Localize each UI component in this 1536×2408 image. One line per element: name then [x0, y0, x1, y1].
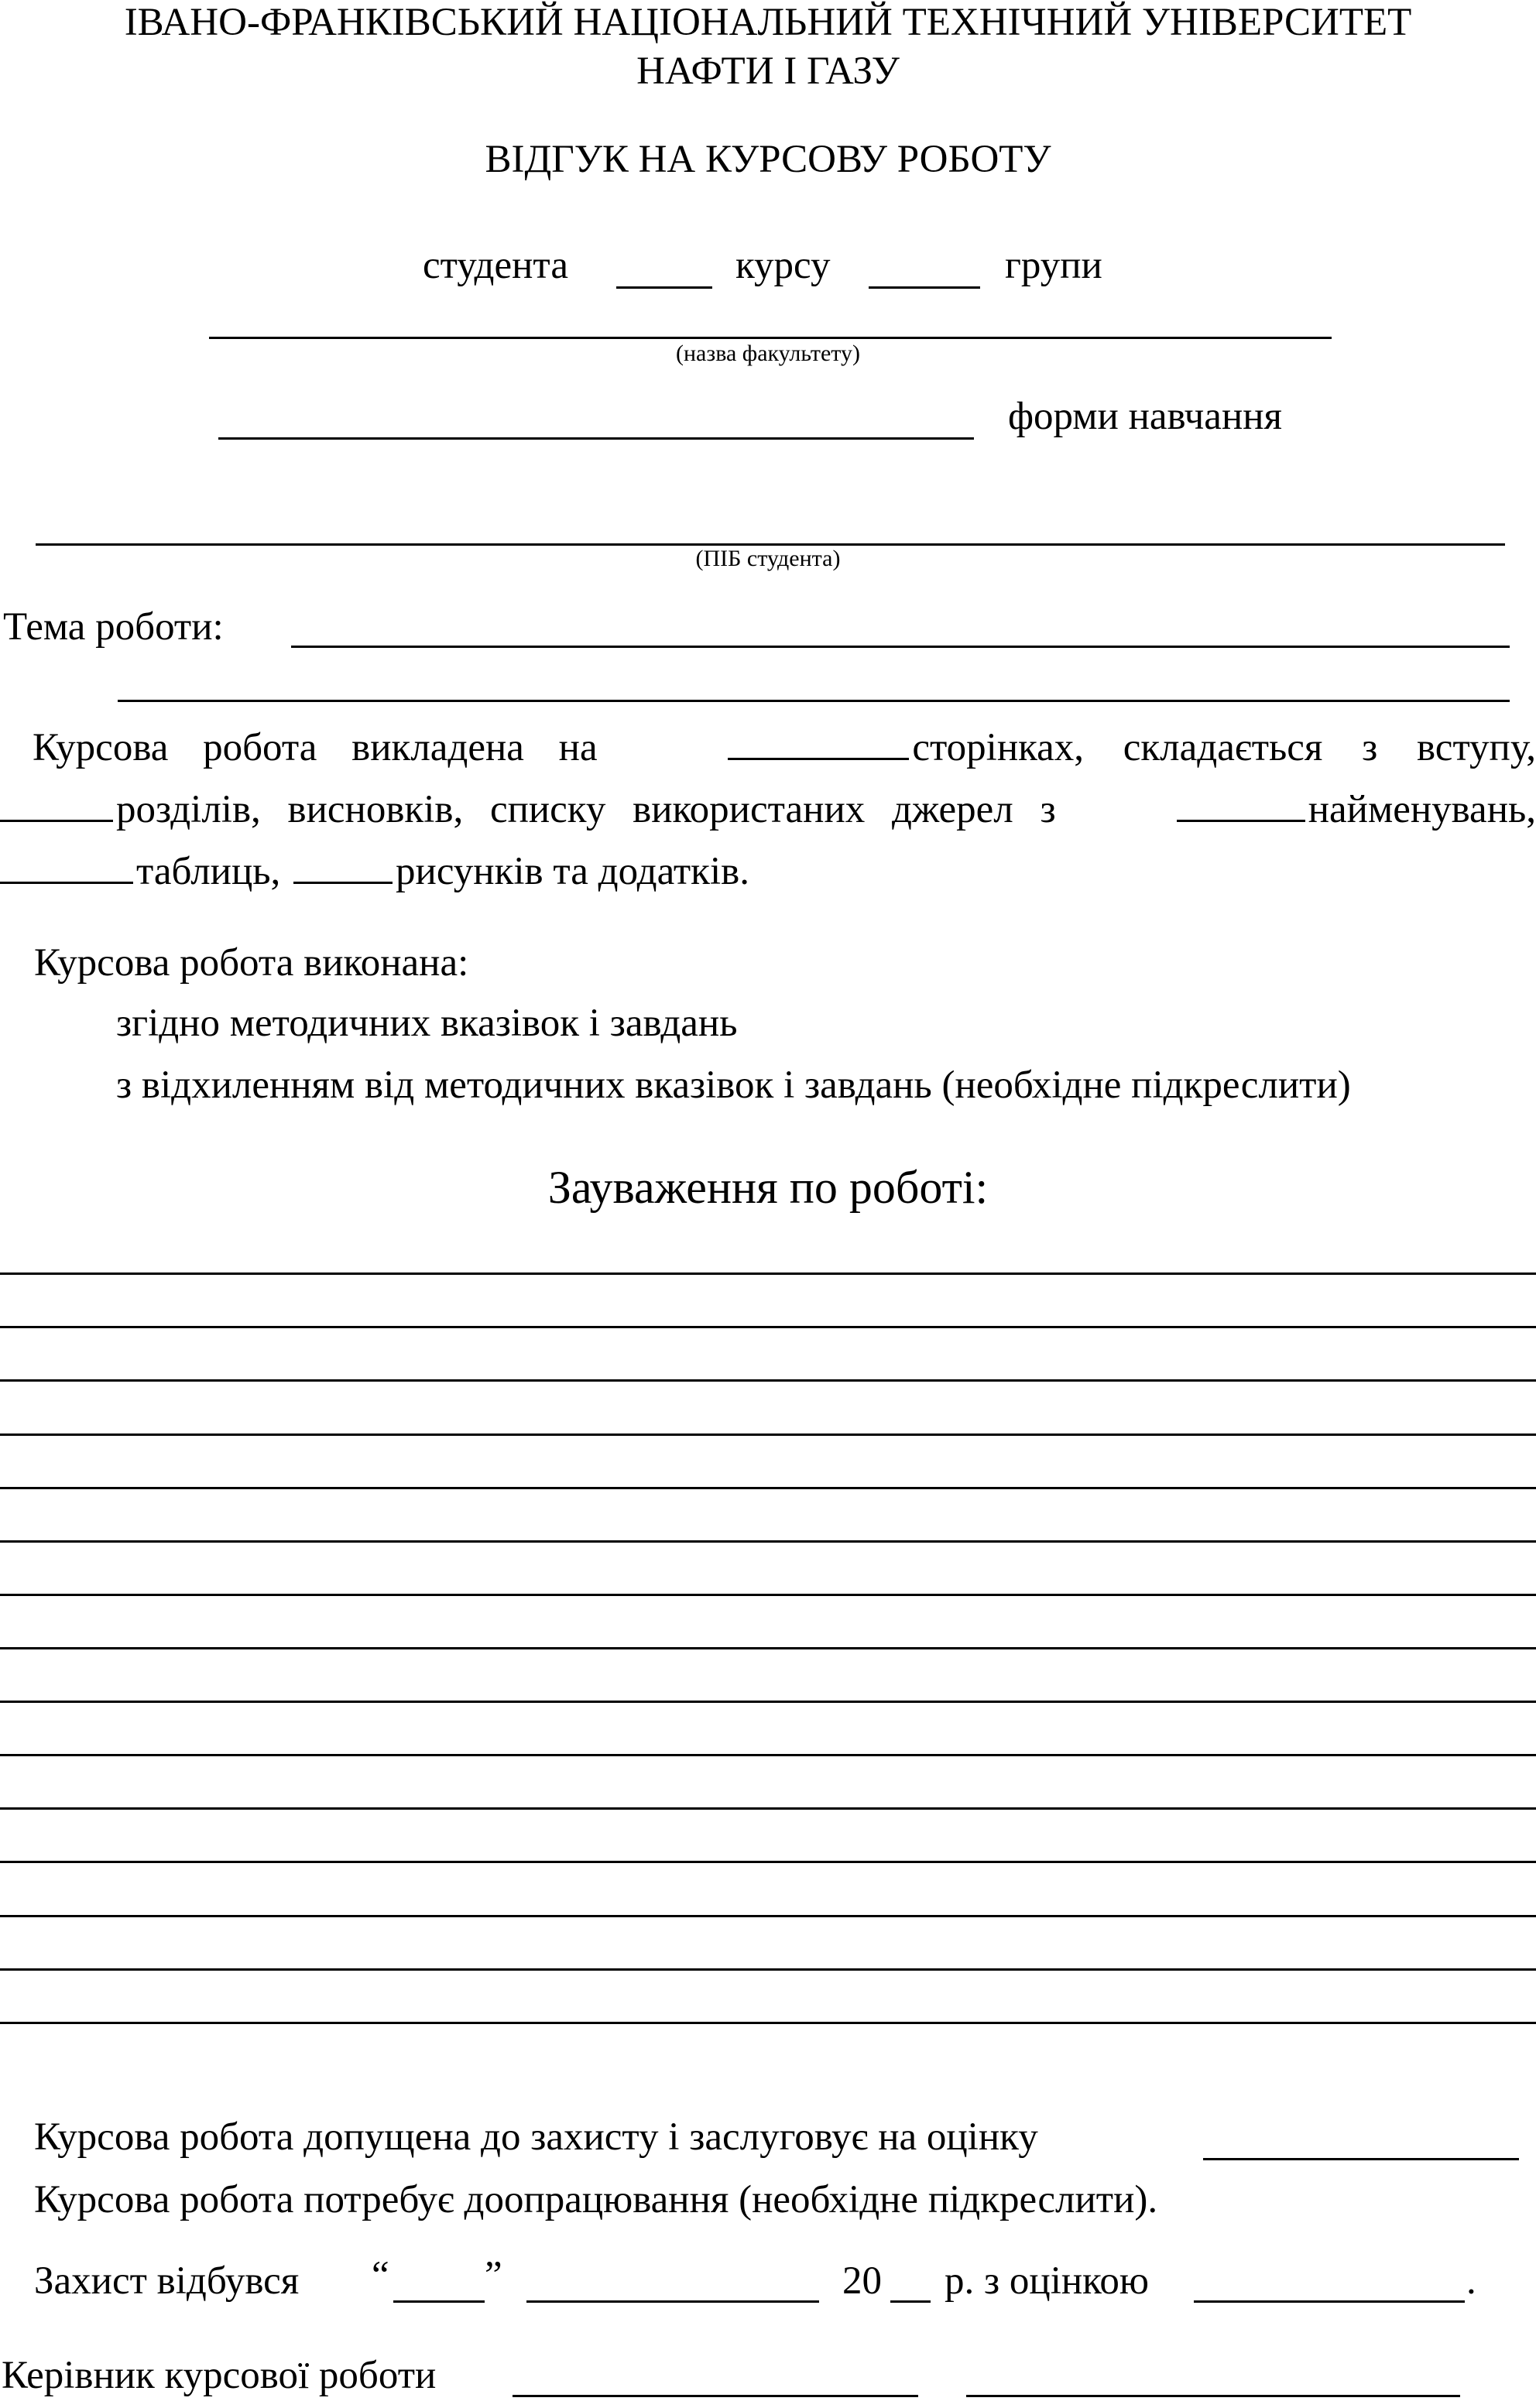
study-form-label: форми навчання: [1008, 395, 1282, 438]
remarks-line[interactable]: [0, 2022, 1536, 2024]
topic-blank-line1[interactable]: [291, 646, 1510, 648]
supervisor-name-blank[interactable]: [966, 2395, 1460, 2397]
faculty-caption: (назва факультету): [675, 341, 861, 366]
grade-blank[interactable]: [1203, 2158, 1519, 2160]
remarks-line[interactable]: [0, 1915, 1536, 1917]
remarks-line[interactable]: [0, 1326, 1536, 1328]
defense-year-blank[interactable]: [890, 2300, 931, 2303]
tables-count-blank[interactable]: [0, 846, 133, 884]
volume-line3-tables: таблиць,: [136, 850, 281, 893]
student-name-caption: (ПІБ студента): [695, 546, 841, 571]
defense-label: Захист відбувся: [34, 2259, 300, 2303]
course-number-blank[interactable]: [616, 286, 712, 289]
volume-line2-end: найменувань,: [1308, 788, 1536, 831]
execution-heading: Курсова робота виконана:: [34, 941, 469, 985]
sections-count-blank[interactable]: [0, 784, 113, 822]
figures-count-blank[interactable]: [293, 846, 393, 884]
pages-count-blank[interactable]: [728, 722, 909, 760]
group-label: групи: [1005, 244, 1102, 287]
remarks-title: Зауваження по роботі:: [547, 1162, 989, 1213]
open-quote: “: [372, 2254, 389, 2297]
document-title: ВІДГУК НА КУРСОВУ РОБОТУ: [485, 138, 1051, 181]
volume-line2-start: розділів, висновків, списку використаних джерел з: [116, 788, 1056, 831]
university-name-line2: НАФТИ І ГАЗУ: [636, 50, 900, 93]
volume-line-3: [0, 846, 749, 892]
volume-line-1: [33, 722, 1536, 768]
remarks-line[interactable]: [0, 1540, 1536, 1543]
remarks-line[interactable]: [0, 1433, 1536, 1436]
defense-month-blank[interactable]: [526, 2300, 819, 2303]
topic-blank-line2[interactable]: [118, 700, 1510, 702]
remarks-line[interactable]: [0, 1487, 1536, 1489]
volume-line3-end: рисунків та додатків.: [396, 850, 749, 893]
remarks-line[interactable]: [0, 1754, 1536, 1756]
group-number-blank[interactable]: [869, 286, 980, 289]
student-label: студента: [423, 244, 568, 287]
course-label: курсу: [735, 244, 831, 287]
topic-label: Тема роботи:: [3, 605, 224, 649]
defense-grade-label: р. з оцінкою: [945, 2259, 1149, 2303]
study-form-blank[interactable]: [218, 437, 974, 440]
remarks-line[interactable]: [0, 1701, 1536, 1703]
remarks-line[interactable]: [0, 1379, 1536, 1382]
defense-grade-blank[interactable]: [1194, 2300, 1465, 2303]
faculty-name-blank[interactable]: [209, 337, 1332, 339]
supervisor-signature-blank[interactable]: [513, 2395, 918, 2397]
university-name-line1: ІВАНО-ФРАНКІВСЬКИЙ НАЦІОНАЛЬНИЙ ТЕХНІЧНИЙ УНІВЕРСИТЕТ: [124, 1, 1412, 44]
admitted-to-defense-text[interactable]: Курсова робота допущена до захисту і заслуговує на оцінку: [34, 2115, 1038, 2159]
volume-line-2: [0, 784, 1536, 830]
remarks-line[interactable]: [0, 1273, 1536, 1275]
remarks-line[interactable]: [0, 1647, 1536, 1649]
execution-option-compliant[interactable]: згідно методичних вказівок і завдань: [116, 1002, 738, 1045]
needs-revision-text[interactable]: Курсова робота потребує доопрацювання (необхідне підкреслити).: [34, 2178, 1158, 2221]
execution-option-deviation[interactable]: з відхиленням від методичних вказівок і завдань (необхідне підкреслити): [116, 1064, 1351, 1107]
defense-day-blank[interactable]: [393, 2300, 485, 2303]
close-quote: ”: [485, 2254, 502, 2297]
remarks-line[interactable]: [0, 1861, 1536, 1863]
remarks-line[interactable]: [0, 1594, 1536, 1596]
sources-count-blank[interactable]: [1177, 784, 1305, 822]
remarks-line[interactable]: [0, 1807, 1536, 1810]
supervisor-label: Керівник курсової роботи: [2, 2354, 437, 2397]
volume-line1-start: Курсова робота викладена на: [33, 726, 598, 769]
remarks-line[interactable]: [0, 1968, 1536, 1971]
period: .: [1466, 2259, 1476, 2303]
volume-line1-end: сторінках, складається з вступу,: [912, 726, 1536, 769]
year-prefix: 20: [842, 2259, 882, 2303]
